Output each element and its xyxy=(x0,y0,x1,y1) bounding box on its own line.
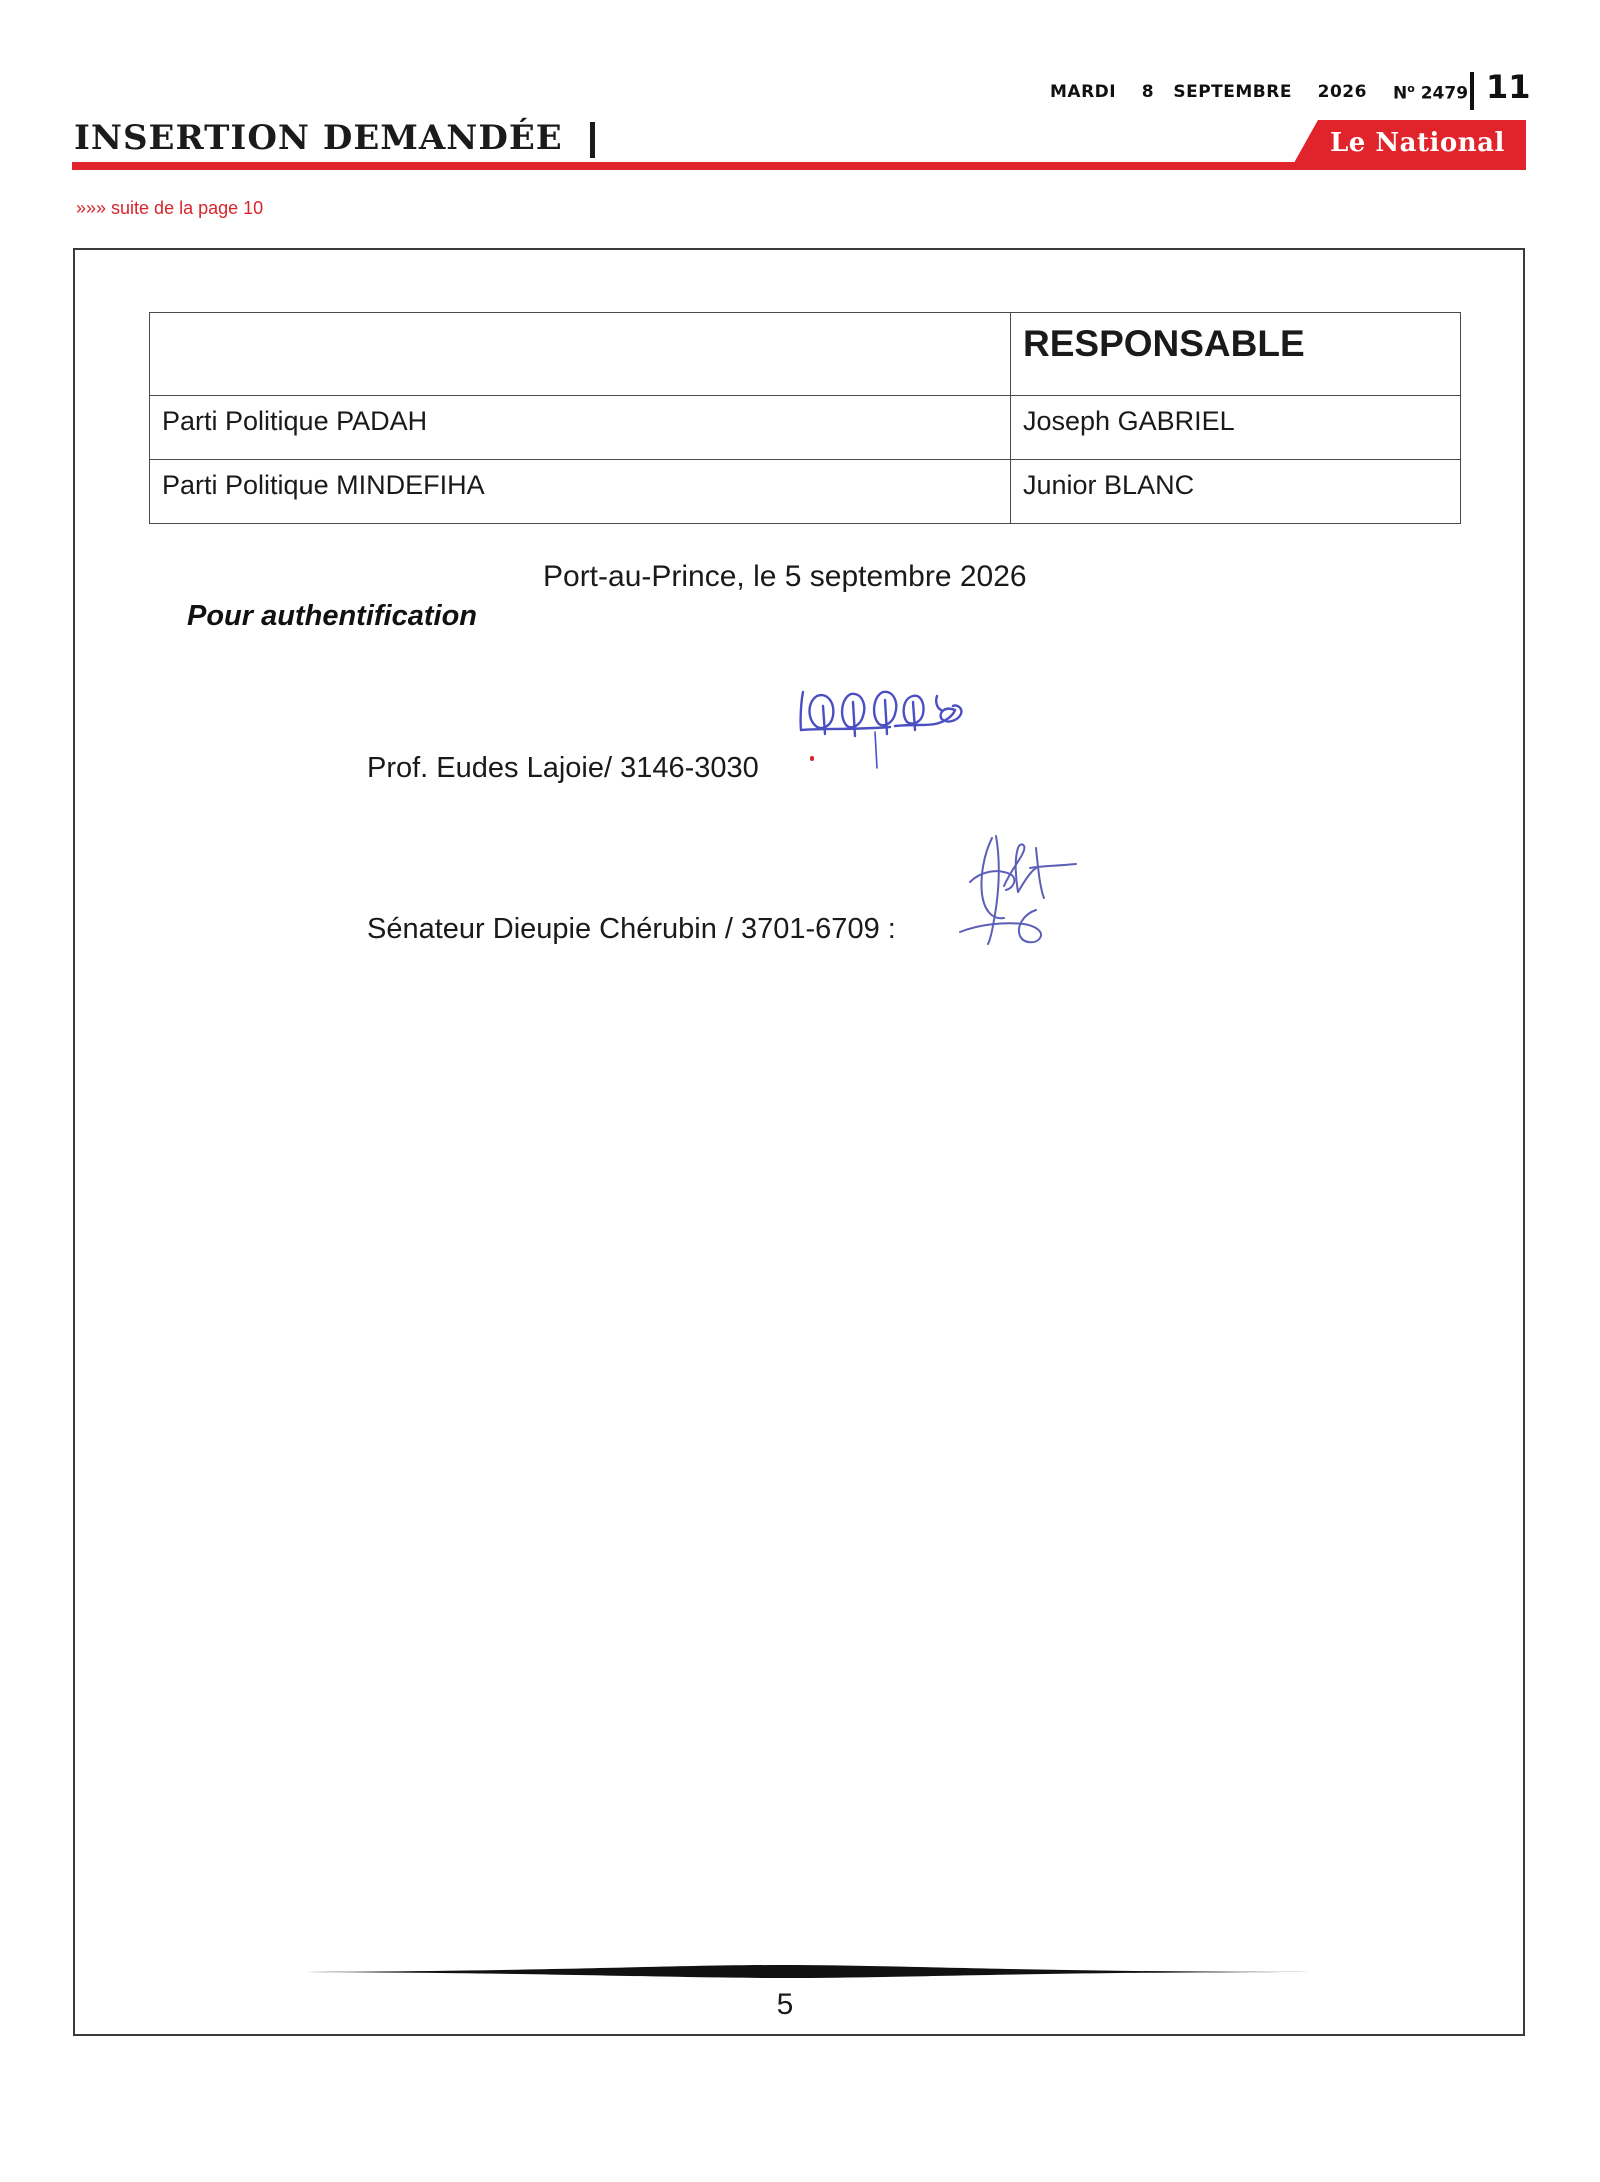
authentication-label: Pour authentification xyxy=(187,600,477,632)
responsables-table xyxy=(149,312,1461,524)
brand-name: Le National xyxy=(1330,128,1505,158)
table-header-cell xyxy=(150,313,1011,396)
place-and-date: Port-au-Prince, le 5 septembre 2026 xyxy=(543,560,1027,593)
issue-number xyxy=(1393,82,1468,104)
continued-from-link: »»» suite de la page 10 xyxy=(76,198,264,218)
document-page-number: 5 xyxy=(776,1988,794,2021)
issue-date: MARDI 8 SEPTEMBRE 2026 xyxy=(1050,82,1367,102)
header-divider xyxy=(1470,72,1474,110)
handwritten-signature-1-icon xyxy=(795,672,1005,772)
table-cell-party: Parti Politique MINDEFIHA xyxy=(150,460,1011,524)
table-row xyxy=(150,460,1461,524)
issue-prefix-sup: o xyxy=(1407,82,1415,95)
ink-dot xyxy=(810,756,814,761)
issue-prefix: N xyxy=(1393,83,1408,104)
newspaper-page-number: 11 xyxy=(1486,68,1531,106)
table-header-row xyxy=(150,313,1461,396)
table-row xyxy=(150,396,1461,460)
table-cell-responsable: Junior BLANC xyxy=(1011,460,1461,524)
table-cell-responsable: Joseph GABRIEL xyxy=(1011,396,1461,460)
handwritten-signature-2-icon xyxy=(940,828,1090,948)
table-header-cell: RESPONSABLE xyxy=(1011,313,1461,396)
signatory-2: Sénateur Dieupie Chérubin / 3701-6709 : xyxy=(367,913,896,945)
section-title: INSERTION DEMANDÉE xyxy=(74,118,563,158)
footer-swash-divider xyxy=(242,1964,1324,1980)
issue-number-value: 2479 xyxy=(1420,83,1469,104)
table-cell-party: Parti Politique PADAH xyxy=(150,396,1011,460)
signatory-1: Prof. Eudes Lajoie/ 3146-3030 xyxy=(367,752,759,784)
section-title-divider xyxy=(590,122,595,158)
